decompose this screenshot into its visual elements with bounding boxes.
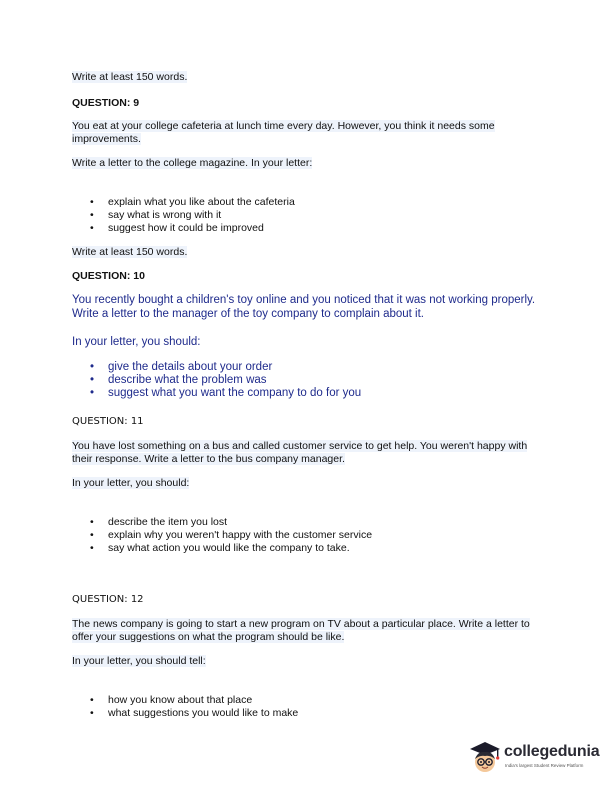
list-item: • describe the item you lost <box>72 516 542 529</box>
word-count-note: Write at least 150 words. <box>72 246 188 258</box>
question-12-bullets <box>72 694 542 720</box>
list-item: • how you know about that place <box>72 694 542 707</box>
question-9-bullets <box>72 196 542 235</box>
question-10-title: QUESTION: 10 <box>72 270 145 282</box>
question-9-instruction: Write a letter to the college magazine. In your letter: <box>72 157 313 169</box>
question-10-text: You recently bought a children's toy online and you noticed that it was not working properly. Write a letter to the manager of the toy company to complain about it. <box>72 294 536 320</box>
graduate-mascot-icon <box>468 740 502 776</box>
list-item: • give the details about your order <box>72 361 542 374</box>
list-item: • explain why you weren't happy with the customer service <box>72 529 542 542</box>
question-11-bullets <box>72 516 542 555</box>
list-item: • describe what the problem was <box>72 374 542 387</box>
list-item: • what suggestions you would like to make <box>72 707 542 720</box>
question-11-title: QUESTION: 11 <box>72 416 144 427</box>
list-item: • suggest what you want the company to do for you <box>72 387 542 400</box>
question-12-instruction: In your letter, you should tell: <box>72 655 206 667</box>
logo-wordmark: collegedunia <box>504 743 600 760</box>
question-12-title: QUESTION: 12 <box>72 594 144 605</box>
question-10-instruction: In your letter, you should: <box>72 336 201 348</box>
question-9-title: QUESTION: 9 <box>72 97 140 109</box>
word-count-note: Write at least 150 words. <box>72 71 188 83</box>
collegedunia-logo <box>468 740 600 776</box>
question-10-bullets <box>72 361 542 400</box>
question-11-text: You have lost something on a bus and called customer service to get help. You weren't happy with their response. Write a letter to the bus company manager. <box>72 440 528 465</box>
logo-tagline: India's largest Student Review Platform <box>505 763 584 768</box>
question-9-text: You eat at your college cafeteria at lunch time every day. However, you think it needs some improvements. <box>72 120 495 145</box>
question-12-text: The news company is going to start a new program on TV about a particular place. Write a letter to offer your suggestions on what the program should be like. <box>72 618 530 643</box>
question-11-instruction: In your letter, you should: <box>72 477 190 489</box>
list-item: • say what is wrong with it <box>72 209 542 222</box>
list-item: • explain what you like about the cafeteria <box>72 196 542 209</box>
list-item: • say what action you would like the company to take. <box>72 542 542 555</box>
list-item: • suggest how it could be improved <box>72 222 542 235</box>
